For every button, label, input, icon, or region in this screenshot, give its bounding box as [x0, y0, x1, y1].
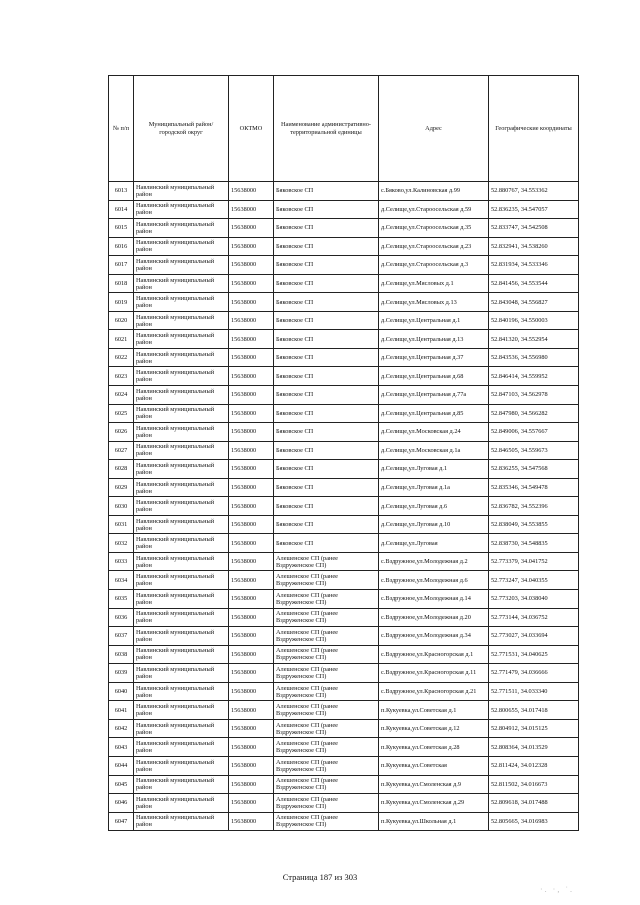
cell-num: 6013: [109, 182, 134, 201]
table-row: [109, 794, 579, 813]
cell-oktmo: 15638000: [229, 738, 274, 757]
cell-address: с.Вздружное,ул.Красногорская д.11: [379, 664, 489, 683]
cell-num: 6038: [109, 645, 134, 664]
cell-coords: 52.841456, 34.553544: [489, 274, 579, 293]
cell-admin-unit: Алешенское СП (ранее Вздруженское СП): [274, 701, 379, 720]
cell-oktmo: 15638000: [229, 219, 274, 238]
scan-smudge: ·. ·, ˙.: [540, 885, 574, 894]
cell-address: д.Селище,ул.Московская д.1а: [379, 441, 489, 460]
table-row: [109, 311, 579, 330]
cell-address: с.Вздружное,ул.Молодежная д.14: [379, 590, 489, 609]
cell-district: Навлинский муниципальный район: [134, 219, 229, 238]
table-row: [109, 460, 579, 479]
cell-address: д.Селище,ул.Луговая: [379, 534, 489, 553]
cell-oktmo: 15638000: [229, 311, 274, 330]
cell-district: Навлинский муниципальный район: [134, 701, 229, 720]
cell-num: 6034: [109, 571, 134, 590]
cell-district: Навлинский муниципальный район: [134, 608, 229, 627]
cell-district: Навлинский муниципальный район: [134, 311, 229, 330]
table-row: [109, 738, 579, 757]
cell-district: Навлинский муниципальный район: [134, 682, 229, 701]
cell-admin-unit: Алешенское СП (ранее Вздруженское СП): [274, 812, 379, 831]
cell-coords: 52.833747, 34.542508: [489, 219, 579, 238]
cell-admin-unit: Бяковское СП: [274, 497, 379, 516]
cell-oktmo: 15638000: [229, 664, 274, 683]
cell-address: с.Бяково,ул.Калиновская д.99: [379, 182, 489, 201]
cell-admin-unit: Бяковское СП: [274, 330, 379, 349]
cell-coords: 52.773379, 34.041752: [489, 552, 579, 571]
cell-coords: 52.771511, 34.033340: [489, 682, 579, 701]
cell-address: с.Вздружное,ул.Молодежная д.2: [379, 552, 489, 571]
cell-admin-unit: Бяковское СП: [274, 404, 379, 423]
cell-oktmo: 15638000: [229, 293, 274, 312]
cell-oktmo: 15638000: [229, 497, 274, 516]
cell-district: Навлинский муниципальный район: [134, 645, 229, 664]
cell-admin-unit: Алешенское СП (ранее Вздруженское СП): [274, 552, 379, 571]
cell-oktmo: 15638000: [229, 590, 274, 609]
cell-coords: 52.843048, 34.556827: [489, 293, 579, 312]
cell-oktmo: 15638000: [229, 756, 274, 775]
cell-num: 6045: [109, 775, 134, 794]
cell-num: 6016: [109, 237, 134, 256]
cell-admin-unit: Бяковское СП: [274, 441, 379, 460]
cell-admin-unit: Бяковское СП: [274, 311, 379, 330]
cell-district: Навлинский муниципальный район: [134, 794, 229, 813]
page-number: Страница 187 из 303: [282, 872, 358, 882]
cell-oktmo: 15638000: [229, 627, 274, 646]
cell-num: 6021: [109, 330, 134, 349]
cell-address: с.Вздружное,ул.Молодежная д.20: [379, 608, 489, 627]
cell-num: 6024: [109, 386, 134, 405]
cell-address: д.Селище,ул.Центральная д.1: [379, 311, 489, 330]
header-admin-unit: Наименование административно-территориальной единицы: [274, 76, 379, 182]
cell-oktmo: 15638000: [229, 182, 274, 201]
table-row: [109, 608, 579, 627]
cell-district: Навлинский муниципальный район: [134, 460, 229, 479]
cell-address: д.Селище,ул.Московская д.24: [379, 423, 489, 442]
cell-district: Навлинский муниципальный район: [134, 478, 229, 497]
header-address: Адрес: [379, 76, 489, 182]
cell-address: д.Селище,ул.Мясловых д.13: [379, 293, 489, 312]
cell-district: Навлинский муниципальный район: [134, 182, 229, 201]
table-row: [109, 701, 579, 720]
cell-admin-unit: Бяковское СП: [274, 182, 379, 201]
cell-address: п.Кукуевка,ул.Советская д.1: [379, 701, 489, 720]
cell-admin-unit: Бяковское СП: [274, 460, 379, 479]
cell-oktmo: 15638000: [229, 460, 274, 479]
cell-address: д.Селище,ул.Центральная д.13: [379, 330, 489, 349]
cell-district: Навлинский муниципальный район: [134, 367, 229, 386]
cell-district: Навлинский муниципальный район: [134, 293, 229, 312]
cell-district: Навлинский муниципальный район: [134, 237, 229, 256]
cell-address: д.Селище,ул.Староосельская д.3: [379, 256, 489, 275]
cell-admin-unit: Бяковское СП: [274, 219, 379, 238]
cell-oktmo: 15638000: [229, 367, 274, 386]
cell-admin-unit: Бяковское СП: [274, 237, 379, 256]
cell-oktmo: 15638000: [229, 330, 274, 349]
cell-oktmo: 15638000: [229, 274, 274, 293]
cell-num: 6030: [109, 497, 134, 516]
cell-address: с.Вздружное,ул.Красногорская д.21: [379, 682, 489, 701]
cell-district: Навлинский муниципальный район: [134, 571, 229, 590]
cell-num: 6017: [109, 256, 134, 275]
cell-coords: 52.849006, 34.557667: [489, 423, 579, 442]
cell-admin-unit: Бяковское СП: [274, 274, 379, 293]
cell-oktmo: 15638000: [229, 441, 274, 460]
cell-oktmo: 15638000: [229, 200, 274, 219]
cell-coords: 52.838049, 34.553855: [489, 515, 579, 534]
cell-num: 6014: [109, 200, 134, 219]
cell-oktmo: 15638000: [229, 719, 274, 738]
data-table: [108, 75, 579, 831]
cell-coords: 52.840196, 34.550003: [489, 311, 579, 330]
cell-address: п.Кукуевка,ул.Смоленская д.29: [379, 794, 489, 813]
table-row: [109, 237, 579, 256]
table-body: [109, 182, 579, 831]
cell-coords: 52.836235, 34.547057: [489, 200, 579, 219]
cell-num: 6035: [109, 590, 134, 609]
cell-admin-unit: Бяковское СП: [274, 200, 379, 219]
table-row: [109, 756, 579, 775]
cell-admin-unit: Алешенское СП (ранее Вздруженское СП): [274, 590, 379, 609]
cell-address: д.Селище,ул.Староосельская д.59: [379, 200, 489, 219]
cell-coords: 52.838730, 34.548835: [489, 534, 579, 553]
cell-oktmo: 15638000: [229, 423, 274, 442]
cell-district: Навлинский муниципальный район: [134, 386, 229, 405]
cell-address: д.Селище,ул.Центральная д.77а: [379, 386, 489, 405]
table-row: [109, 478, 579, 497]
cell-oktmo: 15638000: [229, 701, 274, 720]
cell-admin-unit: Алешенское СП (ранее Вздруженское СП): [274, 794, 379, 813]
cell-coords: 52.836782, 34.552396: [489, 497, 579, 516]
cell-admin-unit: Бяковское СП: [274, 515, 379, 534]
cell-num: 6028: [109, 460, 134, 479]
table-row: [109, 423, 579, 442]
table-row: [109, 627, 579, 646]
cell-address: д.Селище,ул.Староосельская д.23: [379, 237, 489, 256]
cell-num: 6042: [109, 719, 134, 738]
cell-district: Навлинский муниципальный район: [134, 423, 229, 442]
cell-address: д.Селище,ул.Центральная д.85: [379, 404, 489, 423]
cell-oktmo: 15638000: [229, 515, 274, 534]
cell-num: 6041: [109, 701, 134, 720]
cell-coords: 52.773247, 34.040355: [489, 571, 579, 590]
cell-admin-unit: Алешенское СП (ранее Вздруженское СП): [274, 682, 379, 701]
cell-num: 6022: [109, 348, 134, 367]
cell-address: п.Кукуевка,ул.Смоленская д.9: [379, 775, 489, 794]
table-row: [109, 515, 579, 534]
table-row: [109, 348, 579, 367]
cell-district: Навлинский муниципальный район: [134, 719, 229, 738]
cell-admin-unit: Бяковское СП: [274, 367, 379, 386]
cell-num: 6020: [109, 311, 134, 330]
table-row: [109, 534, 579, 553]
cell-coords: 52.880767, 34.553362: [489, 182, 579, 201]
cell-district: Навлинский муниципальный район: [134, 590, 229, 609]
cell-address: п.Кукуевка,ул.Советская: [379, 756, 489, 775]
cell-district: Навлинский муниципальный район: [134, 627, 229, 646]
cell-district: Навлинский муниципальный район: [134, 738, 229, 757]
cell-address: с.Вздружное,ул.Молодежная д.6: [379, 571, 489, 590]
cell-coords: 52.773144, 34.036752: [489, 608, 579, 627]
cell-coords: 52.811424, 34.012328: [489, 756, 579, 775]
cell-district: Навлинский муниципальный район: [134, 812, 229, 831]
cell-num: 6036: [109, 608, 134, 627]
cell-num: 6023: [109, 367, 134, 386]
cell-coords: 52.846414, 34.559952: [489, 367, 579, 386]
cell-oktmo: 15638000: [229, 478, 274, 497]
header-district: Муниципальный район/городской округ: [134, 76, 229, 182]
cell-address: с.Вздружное,ул.Красногорская д.1: [379, 645, 489, 664]
cell-coords: 52.843536, 34.556980: [489, 348, 579, 367]
cell-admin-unit: Алешенское СП (ранее Вздруженское СП): [274, 664, 379, 683]
cell-address: п.Кукуевка,ул.Советская д.12: [379, 719, 489, 738]
cell-district: Навлинский муниципальный район: [134, 664, 229, 683]
cell-district: Навлинский муниципальный район: [134, 534, 229, 553]
cell-address: п.Кукуевка,ул.Советская д.28: [379, 738, 489, 757]
cell-oktmo: 15638000: [229, 386, 274, 405]
table-row: [109, 775, 579, 794]
cell-district: Навлинский муниципальный район: [134, 515, 229, 534]
cell-num: 6046: [109, 794, 134, 813]
cell-district: Навлинский муниципальный район: [134, 497, 229, 516]
cell-coords: 52.771531, 34.040625: [489, 645, 579, 664]
cell-oktmo: 15638000: [229, 775, 274, 794]
cell-num: 6031: [109, 515, 134, 534]
table-row: [109, 200, 579, 219]
cell-address: д.Селище,ул.Луговая д.6: [379, 497, 489, 516]
cell-admin-unit: Алешенское СП (ранее Вздруженское СП): [274, 608, 379, 627]
cell-oktmo: 15638000: [229, 237, 274, 256]
cell-num: 6032: [109, 534, 134, 553]
cell-address: д.Селище,ул.Центральная д.68: [379, 367, 489, 386]
cell-num: 6047: [109, 812, 134, 831]
cell-admin-unit: Бяковское СП: [274, 348, 379, 367]
cell-num: 6033: [109, 552, 134, 571]
cell-district: Навлинский муниципальный район: [134, 274, 229, 293]
cell-num: 6026: [109, 423, 134, 442]
cell-address: д.Селище,ул.Луговая д.1а: [379, 478, 489, 497]
table-row: [109, 404, 579, 423]
cell-coords: 52.831934, 34.533346: [489, 256, 579, 275]
cell-district: Навлинский муниципальный район: [134, 756, 229, 775]
cell-num: 6044: [109, 756, 134, 775]
cell-coords: 52.836255, 34.547568: [489, 460, 579, 479]
table-row: [109, 590, 579, 609]
table-row: [109, 645, 579, 664]
cell-district: Навлинский муниципальный район: [134, 348, 229, 367]
cell-oktmo: 15638000: [229, 552, 274, 571]
header-num: № п/п: [109, 76, 134, 182]
cell-district: Навлинский муниципальный район: [134, 441, 229, 460]
cell-address: д.Селище,ул.Центральная д.37: [379, 348, 489, 367]
cell-num: 6040: [109, 682, 134, 701]
table-row: [109, 386, 579, 405]
cell-address: д.Селище,ул.Луговая д.10: [379, 515, 489, 534]
cell-admin-unit: Алешенское СП (ранее Вздруженское СП): [274, 738, 379, 757]
cell-num: 6037: [109, 627, 134, 646]
cell-coords: 52.811502, 34.016673: [489, 775, 579, 794]
cell-num: 6019: [109, 293, 134, 312]
cell-admin-unit: Алешенское СП (ранее Вздруженское СП): [274, 756, 379, 775]
cell-admin-unit: Бяковское СП: [274, 256, 379, 275]
cell-admin-unit: Бяковское СП: [274, 534, 379, 553]
cell-num: 6027: [109, 441, 134, 460]
cell-district: Навлинский муниципальный район: [134, 404, 229, 423]
cell-oktmo: 15638000: [229, 682, 274, 701]
table-row: [109, 497, 579, 516]
cell-coords: 52.773203, 34.038040: [489, 590, 579, 609]
cell-num: 6029: [109, 478, 134, 497]
cell-district: Навлинский муниципальный район: [134, 552, 229, 571]
cell-num: 6018: [109, 274, 134, 293]
table-row: [109, 441, 579, 460]
cell-admin-unit: Алешенское СП (ранее Вздруженское СП): [274, 719, 379, 738]
cell-address: д.Селище,ул.Староосельская д.35: [379, 219, 489, 238]
cell-admin-unit: Алешенское СП (ранее Вздруженское СП): [274, 645, 379, 664]
cell-address: п.Кукуевка,ул.Школьная д.1: [379, 812, 489, 831]
table-row: [109, 367, 579, 386]
cell-district: Навлинский муниципальный район: [134, 775, 229, 794]
cell-coords: 52.835346, 34.549478: [489, 478, 579, 497]
cell-district: Навлинский муниципальный район: [134, 330, 229, 349]
cell-admin-unit: Алешенское СП (ранее Вздруженское СП): [274, 571, 379, 590]
header-oktmo: ОКТМО: [229, 76, 274, 182]
cell-coords: 52.805665, 34.016983: [489, 812, 579, 831]
cell-num: 6043: [109, 738, 134, 757]
cell-admin-unit: Бяковское СП: [274, 478, 379, 497]
cell-oktmo: 15638000: [229, 571, 274, 590]
cell-coords: 52.847980, 34.566282: [489, 404, 579, 423]
table-row: [109, 552, 579, 571]
cell-oktmo: 15638000: [229, 534, 274, 553]
cell-oktmo: 15638000: [229, 404, 274, 423]
cell-coords: 52.847103, 34.562978: [489, 386, 579, 405]
cell-coords: 52.800655, 34.017418: [489, 701, 579, 720]
cell-coords: 52.846505, 34.559673: [489, 441, 579, 460]
cell-admin-unit: Бяковское СП: [274, 293, 379, 312]
table-row: [109, 664, 579, 683]
table-row: [109, 571, 579, 590]
cell-address: д.Селище,ул.Луговая д.1: [379, 460, 489, 479]
cell-admin-unit: Бяковское СП: [274, 423, 379, 442]
cell-num: 6025: [109, 404, 134, 423]
cell-oktmo: 15638000: [229, 794, 274, 813]
table-row: [109, 182, 579, 201]
cell-oktmo: 15638000: [229, 348, 274, 367]
table-row: [109, 719, 579, 738]
table-row: [109, 682, 579, 701]
cell-num: 6015: [109, 219, 134, 238]
table-row: [109, 293, 579, 312]
cell-coords: 52.832941, 34.538260: [489, 237, 579, 256]
cell-district: Навлинский муниципальный район: [134, 200, 229, 219]
table-row: [109, 274, 579, 293]
cell-coords: 52.808364, 34.013529: [489, 738, 579, 757]
cell-coords: 52.771479, 34.036666: [489, 664, 579, 683]
cell-district: Навлинский муниципальный район: [134, 256, 229, 275]
table-row: [109, 219, 579, 238]
cell-admin-unit: Алешенское СП (ранее Вздруженское СП): [274, 775, 379, 794]
cell-address: д.Селище,ул.Мясловых д.1: [379, 274, 489, 293]
cell-coords: 52.809618, 34.017488: [489, 794, 579, 813]
table-row: [109, 812, 579, 831]
cell-oktmo: 15638000: [229, 256, 274, 275]
cell-coords: 52.773027, 34.033694: [489, 627, 579, 646]
cell-oktmo: 15638000: [229, 608, 274, 627]
cell-admin-unit: Алешенское СП (ранее Вздруженское СП): [274, 627, 379, 646]
table-row: [109, 330, 579, 349]
cell-admin-unit: Бяковское СП: [274, 386, 379, 405]
cell-num: 6039: [109, 664, 134, 683]
cell-oktmo: 15638000: [229, 645, 274, 664]
cell-coords: 52.841320, 34.552954: [489, 330, 579, 349]
table-header-row: [109, 76, 579, 182]
table-row: [109, 256, 579, 275]
cell-address: с.Вздружное,ул.Молодежная д.34: [379, 627, 489, 646]
cell-coords: 52.804912, 34.015125: [489, 719, 579, 738]
header-coords: Географические координаты: [489, 76, 579, 182]
cell-oktmo: 15638000: [229, 812, 274, 831]
